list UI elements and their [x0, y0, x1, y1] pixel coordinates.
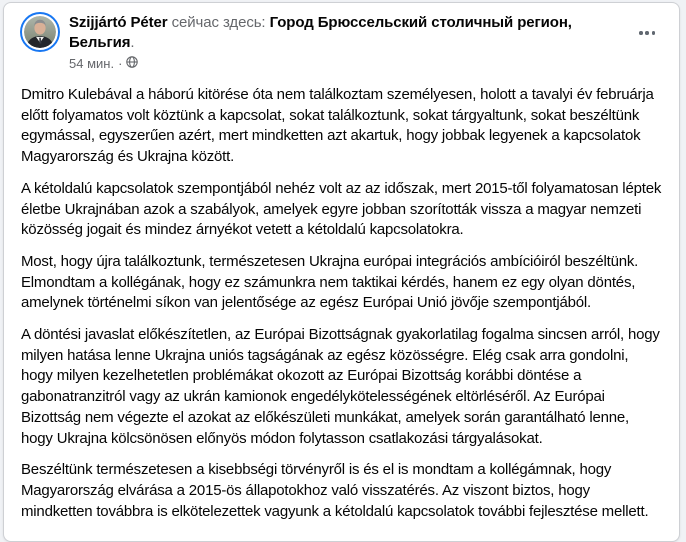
post-meta-line — [69, 56, 632, 72]
more-icon — [639, 31, 643, 35]
more-icon — [652, 31, 656, 35]
author-name[interactable]: Szijjártó Péter — [69, 14, 168, 31]
post-paragraph: Beszéltünk természetesen a kisebbségi törvényről is és el is mondtam a kollégámnak, hogy Magyarország elvárása a 2015-ös állapotokhoz való visszatérés. Az viszont biztos, hogy mindketten továbbra is elkötelezettek vagyunk a kétoldalú kapcsolatok további fejlesztése mellett. — [21, 461, 649, 520]
checkin-context-label: сейчас здесь: — [171, 14, 266, 31]
avatar[interactable] — [20, 12, 60, 52]
post-timestamp[interactable]: 54 мин. — [69, 56, 115, 71]
post-title-line — [69, 13, 632, 53]
post-paragraph: A döntési javaslat előkészítetlen, az Európai Bizottságnak gyakorlatilag fogalma sincsen arról, hogy milyen hatása lenne Ukrajna uniós tagságának az egész közösségre. Elég csak arra gondolni, hogy milyen kezelhetetlen problémákat okozott az Európai Bizottság korábbi döntése a gabonatranzitról vagy az ukrán kamionok engedélykötelességének eltörléséről. Az Európai Bizottság nem végezte el azokat az előkészületi munkákat, amelyek során garantálható lenne, hogy Ukrajna kölcsönösen előnyös módon folytasson csatlakozási tárgyalásokat. — [21, 326, 660, 447]
more-options-button[interactable] — [632, 21, 663, 45]
meta-separator: · — [118, 56, 123, 71]
more-icon — [645, 31, 649, 35]
post-paragraph: Most, hogy újra találkoztunk, természetesen Ukrajna európai integrációs ambícióiról beszéltünk. Elmondtam a kollégának, hogy ez számunkra nem taktikai kérdés, hanem ez egy olyan döntés, amelynek történelmi síkon van jelentősége az egész Európai Unió jövője szempontjából. — [21, 252, 639, 312]
post-paragraph: Dmitro Kulebával a háború kitörése óta nem találkoztam személyesen, holott a tavalyi év februárja előtt folyamatos volt köztünk a kapcsolat, sokat találkoztunk, sokat tárgyaltunk, sokat beszéltünk egymással, egyszerűen azért, mert mindketten azt akartuk, hogy jobbak legyenek a kapcsolatok Magyarország és Ukrajna között. — [21, 86, 654, 166]
post-body-text — [4, 72, 679, 522]
post-paragraph: A kétoldalú kapcsolatok szempontjából nehéz volt az az időszak, mert 2015-től folyamatosan léptek életbe Ukrajnában azok a szabályok, amelyek egyre jobban szorították vissza a magyar nemzeti közösség jogait és mindez árnyékot vetett a kétoldalú kapcsolatokra. — [21, 179, 662, 239]
avatar-photo — [24, 16, 56, 48]
checkin-location-link[interactable]: Город Брюссельский столичный регион, Бельгия — [69, 14, 572, 51]
globe-privacy-icon — [126, 56, 138, 72]
post-header-info — [69, 12, 632, 72]
location-suffix: . — [130, 34, 135, 51]
post-header — [4, 3, 679, 72]
facebook-post-card — [3, 2, 680, 542]
